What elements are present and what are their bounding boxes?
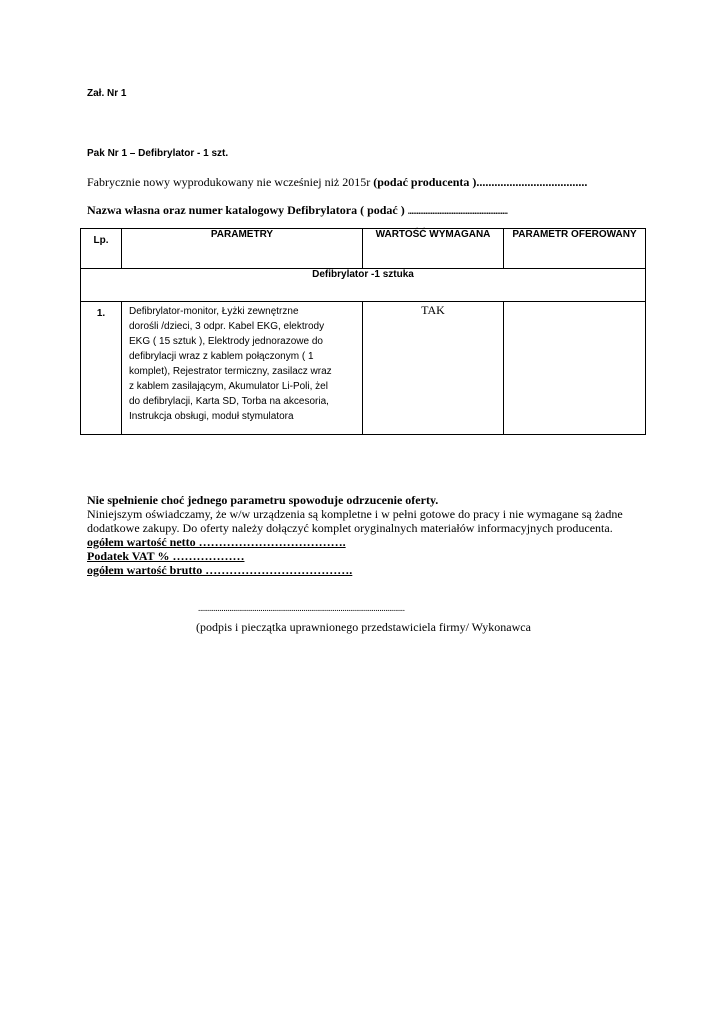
header-lp: Lp. — [81, 229, 122, 269]
row-required-value: TAK — [363, 302, 504, 435]
param-line: do defibrylacji, Karta SD, Torba na akcesoria, — [129, 396, 329, 407]
table-group-row — [81, 269, 646, 302]
attachment-number: Zał. Nr 1 — [87, 88, 127, 99]
table-header-row — [81, 229, 646, 269]
row-number: 1. — [81, 302, 122, 435]
header-parametry: PARAMETRY — [122, 229, 363, 269]
total-brutto: ogółem wartość brutto ………………………………. — [87, 563, 353, 577]
vat-rate: Podatek VAT % ……………… — [87, 549, 245, 563]
param-line: Instrukcja obsługi, moduł stymulatora — [129, 411, 294, 422]
manufacturer-line — [87, 175, 587, 190]
catalog-line — [87, 203, 508, 218]
param-line: z kablem zasilającym, Akumulator Li-Poli, żel — [129, 381, 328, 392]
signature-line: .......................................................................................................... — [198, 603, 405, 613]
group-title: Defibrylator -1 sztuka — [81, 269, 646, 302]
header-wartosc: WARTOŚĆ WYMAGANA — [363, 229, 504, 269]
table-row — [81, 302, 646, 435]
param-line: defibrylacji wraz z kablem połączonym ( 1 — [129, 351, 314, 362]
declaration-line: dodatkowe zakupy. Do oferty należy dołączyć komplet oryginalnych materiałów informacyjnych producenta. — [87, 521, 613, 535]
declaration-line: Niniejszym oświadczamy, że w/w urządzenia są kompletne i w pełni gotowe do pracy i nie wymagane są żadne — [87, 507, 623, 521]
signature-caption: (podpis i pieczątka uprawnionego przedstawiciela firmy/ Wykonawca — [196, 620, 531, 634]
manufacturer-fill: (podać producenta )..................................... — [373, 175, 588, 189]
row-parameters — [122, 302, 363, 435]
catalog-text: Nazwa własna oraz numer katalogowy Defibrylatora ( podać ) — [87, 203, 405, 217]
param-line: komplet), Rejestrator termiczny, zasilacz wraz — [129, 366, 332, 377]
param-line: dorośli /dzieci, 3 odpr. Kabel EKG, elektrody — [129, 321, 325, 332]
parameters-table — [80, 228, 646, 435]
rejection-warning: Nie spełnienie choć jednego parametru spowoduje odrzucenie oferty. — [87, 493, 439, 507]
row-offered-value[interactable] — [504, 302, 646, 435]
catalog-fill: ......................................................... — [407, 206, 508, 216]
param-line: EKG ( 15 sztuk ), Elektrody jednorazowe do — [129, 336, 323, 347]
total-netto: ogółem wartość netto ………………………………. — [87, 535, 346, 549]
param-line: Defibrylator-monitor, Łyżki zewnętrzne — [129, 306, 299, 317]
package-title: Pak Nr 1 – Defibrylator - 1 szt. — [87, 148, 229, 159]
header-oferowany: PARAMETR OFEROWANY — [504, 229, 646, 269]
manufacturer-text: Fabrycznie nowy wyprodukowany nie wcześniej niż 2015r — [87, 175, 371, 189]
